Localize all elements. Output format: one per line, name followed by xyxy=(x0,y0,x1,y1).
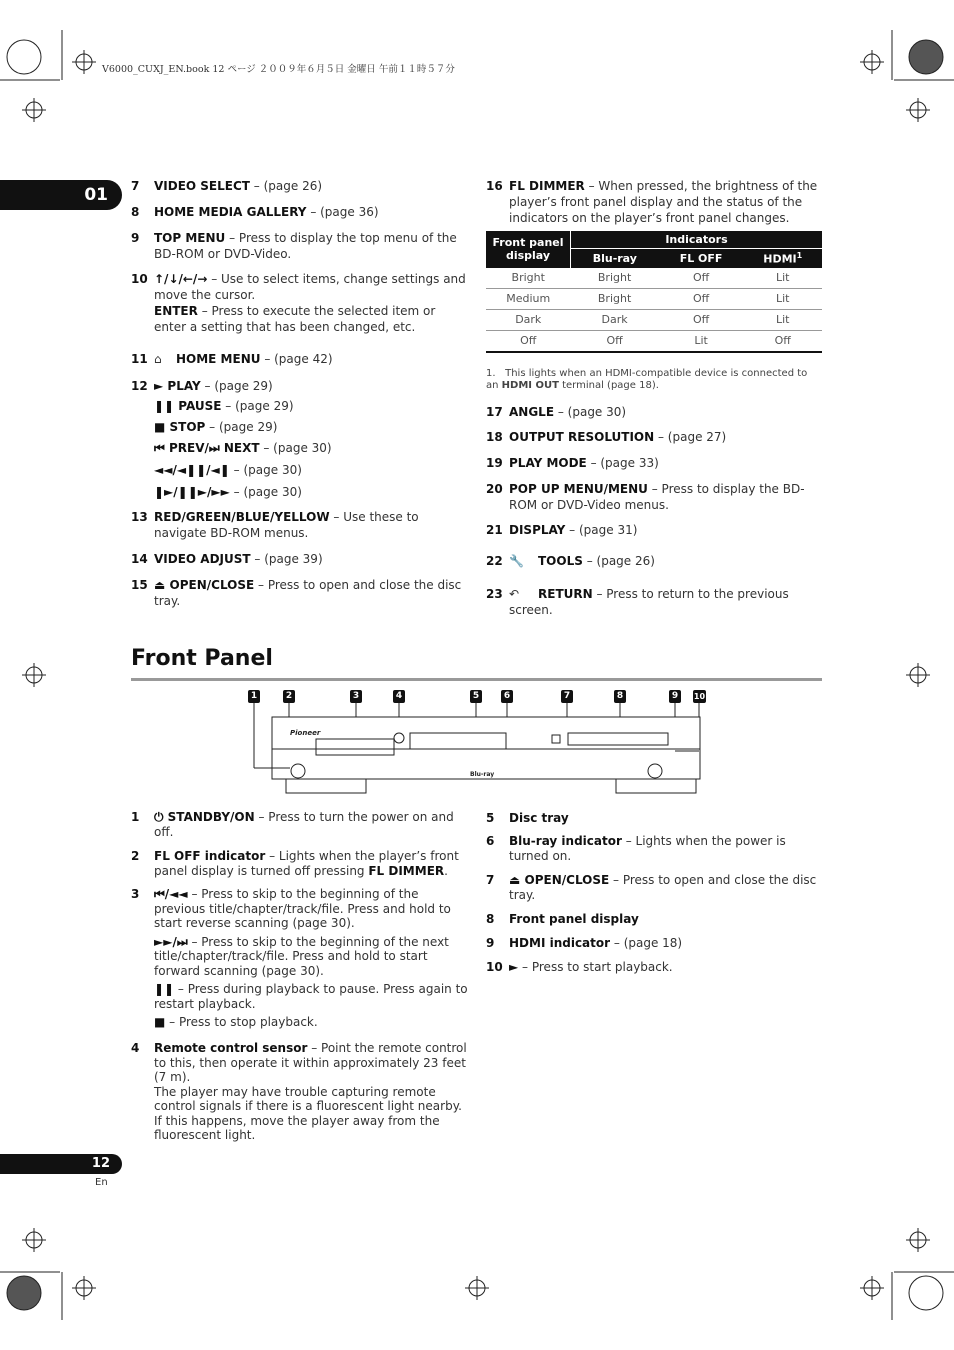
list-item: 16 FL DIMMER – When pressed, the brightness of the player’s front panel display and the status of the indicators on the player’s front panel changes. xyxy=(486,179,818,225)
callout-6: 6 xyxy=(501,690,513,703)
indicator-table xyxy=(486,231,822,353)
list-item: 3 ⏮/◄◄ – Press to skip to the beginning of the previous title/chapter/track/file. Press and hold to start reverse scanning (page 30). ►►/⏭ – Press to skip to the beginning of the next title/chapter/track/file. Press and hold to start forward scanning (page 30). ❚❚ – Press during playback to pause. Press again to restart playback. ■ – Press to stop playback. xyxy=(131,887,468,1029)
list-item: 12 ► PLAY – (page 29) xyxy=(131,379,273,393)
bluray-logo: Blu-ray xyxy=(470,771,495,778)
callout-3: 3 xyxy=(350,690,362,703)
callout-2: 2 xyxy=(283,690,295,703)
chapter-tab: 01 xyxy=(0,180,122,210)
list-item: 4 Remote control sensor – Point the remote control to this, then operate it within approximately 23 feet (7 m). The player may have trouble capturing remote control signals if there is a fluorescent light nearby. If this happens, move the player away from the fluorescent light. xyxy=(131,1041,467,1142)
list-item: 1 ⏻ STANDBY/ON – Press to turn the power on and off. xyxy=(131,810,454,839)
home-icon: ⌂ xyxy=(154,352,162,366)
front-panel-illustration xyxy=(250,703,710,798)
list-item: 9 TOP MENU – Press to display the top menu of the BD-ROM or DVD-Video. xyxy=(131,231,457,261)
table-header: Indicators xyxy=(571,231,823,249)
callout-9: 9 xyxy=(669,690,681,703)
table-header: HDMI$^1$ xyxy=(743,249,822,268)
table-header: FL OFF xyxy=(659,249,744,268)
list-item: 15 ⏏ OPEN/CLOSE – Press to open and close the disc tray. xyxy=(131,578,462,608)
list-item: 8 Front panel display xyxy=(486,912,639,926)
list-item: 9 HDMI indicator – (page 18) xyxy=(486,936,683,950)
list-item: 13 RED/GREEN/BLUE/YELLOW – Use these to navigate BD-ROM menus. xyxy=(131,510,419,540)
table-row: Dark Dark Off Lit xyxy=(486,309,822,330)
list-item: ❚❚ PAUSE – (page 29) xyxy=(154,399,294,413)
footnote: 1. This lights when an HDMI-compatible device is connected to an HDMI OUT terminal (page 18). xyxy=(486,368,808,391)
list-item: 14 VIDEO ADJUST – (page 39) xyxy=(131,552,323,566)
callout-4: 4 xyxy=(393,690,405,703)
table-header: Blu-ray xyxy=(571,249,659,268)
tools-icon: 🔧 xyxy=(509,554,524,568)
list-item: 6 Blu-ray indicator – Lights when the power is turned on. xyxy=(486,834,786,863)
brand-logo: Pioneer xyxy=(290,729,321,737)
return-icon: ↶ xyxy=(509,587,520,601)
table-row: Off Off Lit Off xyxy=(486,330,822,352)
list-item: 7 VIDEO SELECT – (page 26) xyxy=(131,179,323,193)
list-item: 20 POP UP MENU/MENU – Press to display the BD-ROM or DVD-Video menus. xyxy=(486,482,805,512)
table-row: Medium Bright Off Lit xyxy=(486,288,822,309)
callout-8: 8 xyxy=(614,690,626,703)
list-item: 5 Disc tray xyxy=(486,811,569,825)
language-code: En xyxy=(95,1177,108,1188)
list-item: ❚►/❚❚►/►► – (page 30) xyxy=(154,485,302,499)
list-item: 10 ► – Press to start playback. xyxy=(486,960,673,974)
callout-1: 1 xyxy=(248,690,260,703)
callout-5: 5 xyxy=(470,690,482,703)
list-item: 7 ⏏ OPEN/CLOSE – Press to open and close the disc tray. xyxy=(486,873,817,902)
page-number: 12 xyxy=(0,1154,122,1174)
list-item: 23 ↶ RETURN – Press to return to the previous screen. xyxy=(486,587,789,617)
table-header: Front panel display xyxy=(486,231,571,268)
list-item: 19 PLAY MODE – (page 33) xyxy=(486,456,659,470)
callout-7: 7 xyxy=(561,690,573,703)
list-item: 8 HOME MEDIA GALLERY – (page 36) xyxy=(131,205,379,219)
list-item: 18 OUTPUT RESOLUTION – (page 27) xyxy=(486,430,727,444)
file-header: V6000_CUXJ_EN.book 12 ページ ２００９年６月５日 金曜日 午前１１時５７分 xyxy=(102,64,455,75)
callout-10: 10 xyxy=(693,692,706,701)
list-item: 22 🔧 TOOLS – (page 26) xyxy=(486,554,655,568)
list-item: ⏮ PREV/⏭ NEXT – (page 30) xyxy=(154,441,332,455)
divider xyxy=(131,678,822,681)
section-title: Front Panel xyxy=(131,646,273,671)
list-item: 17 ANGLE – (page 30) xyxy=(486,405,627,419)
list-item: 2 FL OFF indicator – Lights when the player’s front panel display is turned off pressing FL DIMMER. xyxy=(131,849,459,878)
list-item: 21 DISPLAY – (page 31) xyxy=(486,523,638,537)
list-item: 11 ⌂ HOME MENU – (page 42) xyxy=(131,352,333,366)
list-item: 10 ↑/↓/←/→ – Use to select items, change settings and move the cursor. ENTER – Press to execute the selected item or enter a setting that has been changed, etc. xyxy=(131,272,466,334)
list-item: ◄◄/◄❚❚/◄❚ – (page 30) xyxy=(154,463,302,477)
list-item: ■ STOP – (page 29) xyxy=(154,420,278,434)
table-row: Bright Bright Off Lit xyxy=(486,268,822,289)
